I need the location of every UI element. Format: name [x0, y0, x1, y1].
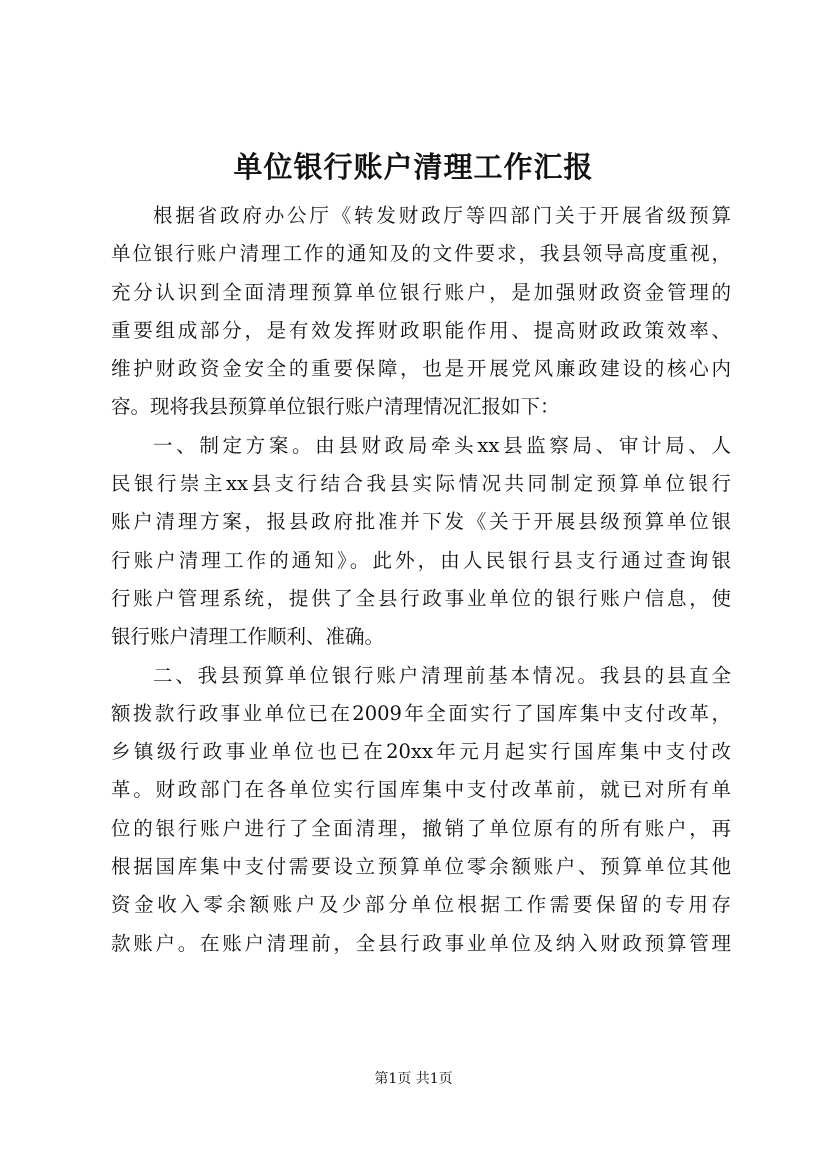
paragraph-line: 位的银行账户进行了全面清理，撤销了单位原有的所有账户，再	[111, 816, 731, 840]
paragraph-line: 资金收入零余额账户及少部分单位根据工作需要保留的专用存	[111, 893, 731, 917]
paragraph-line: 单位银行账户清理工作的通知及的文件要求，我县领导高度重视，	[111, 242, 731, 266]
paragraph-line: 行账户管理系统，提供了全县行政事业单位的银行账户信息，使	[111, 586, 731, 610]
paragraph-line: 一、制定方案。由县财政局牵头xx县监察局、审计局、人	[153, 433, 731, 457]
document-title: 单位银行账户清理工作汇报	[233, 150, 594, 184]
paragraph-line: 容。现将我县预算单位银行账户清理情况汇报如下：	[111, 395, 560, 419]
paragraph-line: 维护财政资金安全的重要保障，也是开展党风廉政建设的核心内	[111, 357, 731, 381]
paragraph-line: 额拨款行政事业单位已在2009年全面实行了国库集中支付改革，	[111, 701, 731, 725]
paragraph-line: 充分认识到全面清理预算单位银行账户，是加强财政资金管理的	[111, 280, 731, 304]
paragraph-line: 革。财政部门在各单位实行国库集中支付改革前，就已对所有单	[111, 778, 731, 802]
paragraph-line: 民银行崇主xx县支行结合我县实际情况共同制定预算单位银行	[111, 472, 731, 496]
document-body	[111, 197, 731, 963]
paragraph-line: 二、我县预算单位银行账户清理前基本情况。我县的县直全	[153, 663, 731, 687]
paragraph-line: 行账户清理工作的通知》。此外，由人民银行县支行通过查询银	[111, 548, 731, 572]
paragraph-line: 根据国库集中支付需要设立预算单位零余额账户、预算单位其他	[111, 855, 731, 879]
page-footer: 第1页 共1页	[374, 1071, 453, 1087]
paragraph-line: 款账户。在账户清理前，全县行政事业单位及纳入财政预算管理	[111, 931, 731, 955]
paragraph-line: 乡镇级行政事业单位也已在20xx年元月起实行国库集中支付改	[111, 740, 731, 764]
paragraph-line: 银行账户清理工作顺利、准确。	[111, 625, 385, 649]
paragraph-line: 根据省政府办公厅《转发财政厅等四部门关于开展省级预算	[153, 204, 731, 227]
paragraph-line: 重要组成部分，是有效发挥财政职能作用、提高财政政策效率、	[111, 318, 731, 342]
paragraph-line: 账户清理方案，报县政府批准并下发《关于开展县级预算单位银	[111, 510, 731, 534]
